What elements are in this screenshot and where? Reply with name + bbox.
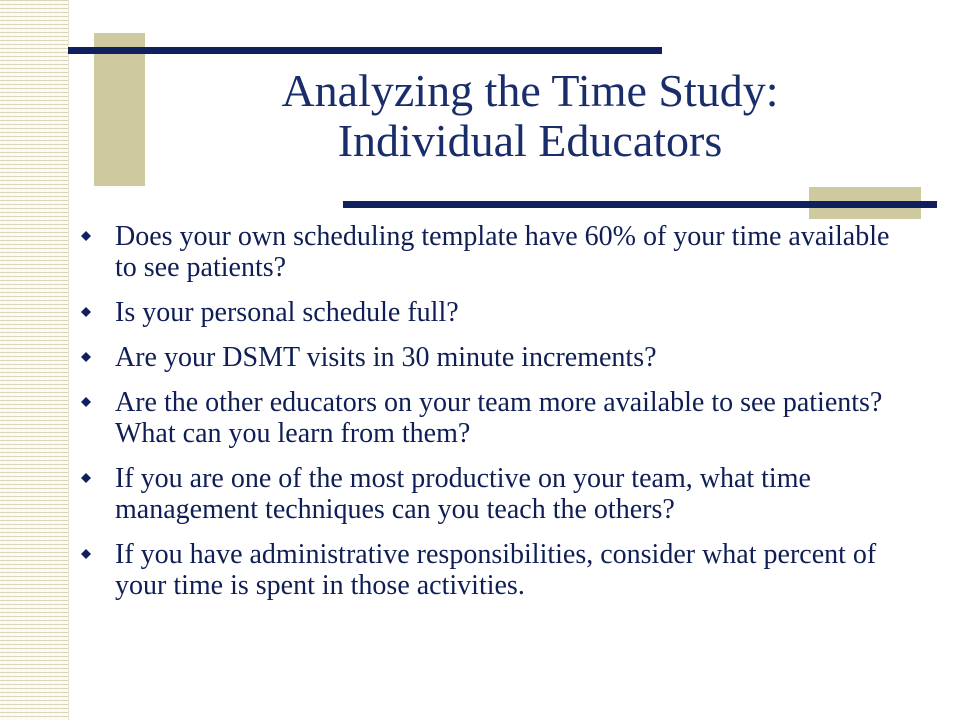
bullet-item xyxy=(78,221,908,283)
bullet-item xyxy=(78,463,908,525)
bullet-item xyxy=(78,297,908,328)
bullet-text: Are your DSMT visits in 30 minute increments? xyxy=(115,342,657,373)
bullet-list xyxy=(78,221,908,615)
decorative-tan-block-left xyxy=(94,33,145,186)
bullet-item xyxy=(78,342,908,373)
diamond-icon xyxy=(81,549,91,559)
diamond-icon xyxy=(81,352,91,362)
bullet-item xyxy=(78,387,908,449)
decorative-navy-bar-top xyxy=(68,47,662,54)
bullet-text: Does your own scheduling template have 60% of your time available to see patients? xyxy=(115,221,890,283)
slide-title-line-1: Analyzing the Time Study: xyxy=(281,65,779,116)
diamond-icon xyxy=(81,231,91,241)
slide-title xyxy=(140,66,920,166)
diamond-icon xyxy=(81,473,91,483)
diamond-icon xyxy=(81,307,91,317)
bullet-text: If you have administrative responsibilities, consider what percent of your time is spent in those activities. xyxy=(115,539,877,601)
bullet-item xyxy=(78,539,908,601)
bullet-text: Is your personal schedule full? xyxy=(115,297,459,328)
bullet-text: If you are one of the most productive on your team, what time management techniques can you teach the others? xyxy=(115,463,811,525)
slide-title-line-2: Individual Educators xyxy=(337,115,723,166)
diamond-icon xyxy=(81,397,91,407)
decorative-navy-bar-bottom xyxy=(343,201,937,208)
bullet-text: Are the other educators on your team more available to see patients? What can you learn from them? xyxy=(115,387,883,449)
left-stripe-pattern xyxy=(0,0,69,720)
